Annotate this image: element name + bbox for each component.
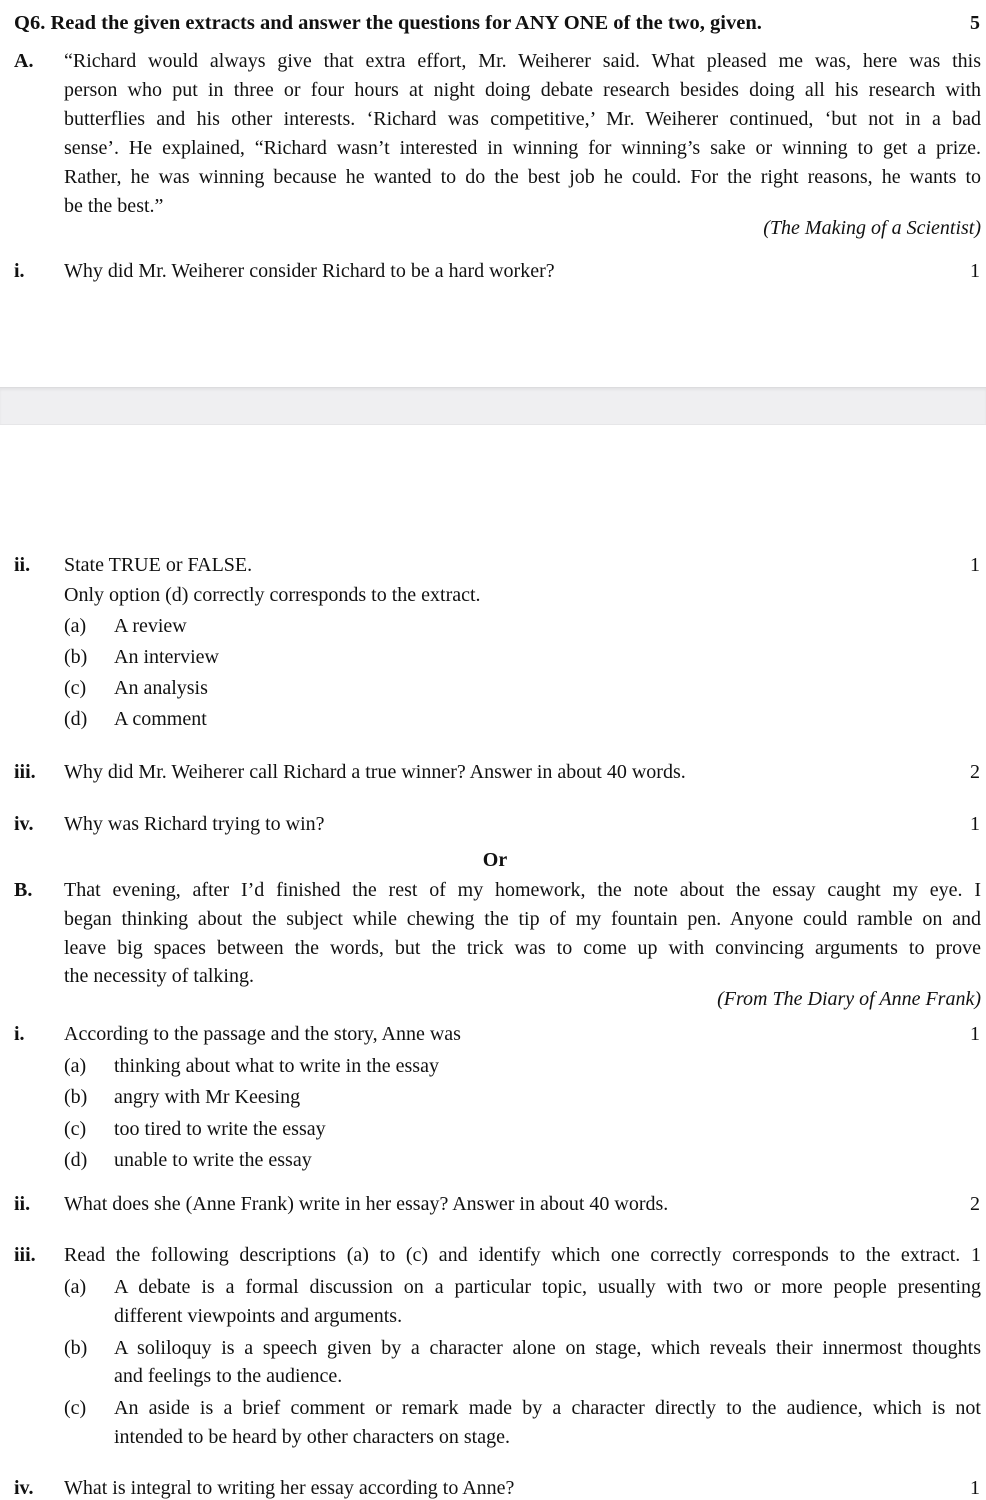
extract-a-line: be the best.”	[64, 195, 164, 217]
option-label: (c)	[64, 1397, 87, 1419]
extract-b-source: (From The Diary of Anne Frank)	[717, 988, 981, 1010]
option-text: unable to write the essay	[114, 1149, 312, 1171]
extract-b-label: B.	[14, 879, 33, 901]
option-text: thinking about what to write in the essay	[114, 1055, 439, 1077]
option-label: (b)	[64, 1086, 88, 1108]
option-label: (a)	[64, 1276, 87, 1298]
question-text: What does she (Anne Frank) write in her essay? Answer in about 40 words.	[64, 1193, 669, 1215]
question-text: State TRUE or FALSE.	[64, 554, 253, 576]
option-text: An interview	[114, 646, 219, 668]
option-text: intended to be heard by other characters on stage.	[114, 1426, 510, 1448]
question-number: ii.	[14, 1193, 31, 1215]
question-number: iii.	[14, 1244, 36, 1266]
extract-b-line: leave big spaces between the words, but the trick was to come up with convincing arguments to prove	[64, 937, 981, 959]
option-label: (d)	[64, 708, 88, 730]
question-subtext: Only option (d) correctly corresponds to the extract.	[64, 584, 481, 606]
question-marks: 1	[970, 813, 980, 835]
extract-a-source: (The Making of a Scientist)	[763, 217, 981, 239]
question-number: i.	[14, 1023, 25, 1045]
question-text: What is integral to writing her essay according to Anne?	[64, 1477, 515, 1499]
extract-a-line: sense’. He explained, “Richard wasn’t interested in winning for winning’s sake or winning to get a prize.	[64, 137, 981, 159]
question-marks: 1	[970, 1477, 980, 1499]
option-text: too tired to write the essay	[114, 1118, 326, 1140]
extract-a-line: person who put in three or four hours at night doing debate research besides doing all his research with	[64, 79, 981, 101]
question-text: Read the following descriptions (a) to (c) and identify which one correctly corresponds to the extract. 1	[64, 1244, 981, 1266]
question-number: iv.	[14, 813, 34, 835]
question-marks: 1	[970, 554, 980, 576]
extract-b-line: That evening, after I’d finished the rest of my homework, the note about the essay caught my eye. I	[64, 879, 981, 901]
option-text: A soliloquy is a speech given by a character alone on stage, which reveals their innermost thoughts	[114, 1337, 981, 1359]
question-title: Q6. Read the given extracts and answer the questions for ANY ONE of the two, given.	[14, 12, 762, 34]
question-number: ii.	[14, 554, 31, 576]
extract-b-line: began thinking about the subject while chewing the tip of my fountain pen. Anyone could ramble on and	[64, 908, 981, 930]
page-break-band	[0, 387, 986, 425]
question-marks: 5	[970, 12, 980, 34]
extract-b-line: the necessity of talking.	[64, 965, 254, 987]
extract-a-line: Rather, he was winning because he wanted to do the best job he could. For the right reasons, he wants to	[64, 166, 981, 188]
question-text: Why did Mr. Weiherer call Richard a true winner? Answer in about 40 words.	[64, 761, 686, 783]
option-label: (a)	[64, 1055, 87, 1077]
option-text: An analysis	[114, 677, 208, 699]
extract-a-line: “Richard would always give that extra effort, Mr. Weiherer said. What pleased me was, here was this	[64, 50, 981, 72]
option-text: angry with Mr Keesing	[114, 1086, 301, 1108]
option-text: An aside is a brief comment or remark made by a character directly to the audience, which is not	[114, 1397, 981, 1419]
option-text: A comment	[114, 708, 207, 730]
option-label: (c)	[64, 1118, 87, 1140]
question-marks: 1	[970, 260, 980, 282]
option-text: different viewpoints and arguments.	[114, 1305, 403, 1327]
option-text: and feelings to the audience.	[114, 1365, 343, 1387]
question-number: i.	[14, 260, 25, 282]
option-label: (d)	[64, 1149, 88, 1171]
option-label: (a)	[64, 615, 87, 637]
question-text: Why did Mr. Weiherer consider Richard to be a hard worker?	[64, 260, 555, 282]
question-text: Why was Richard trying to win?	[64, 813, 325, 835]
option-label: (b)	[64, 646, 88, 668]
option-label: (c)	[64, 677, 87, 699]
question-number: iv.	[14, 1477, 34, 1499]
question-marks: 2	[970, 1193, 980, 1215]
option-label: (b)	[64, 1337, 88, 1359]
option-text: A review	[114, 615, 187, 637]
question-text: According to the passage and the story, Anne was	[64, 1023, 461, 1045]
extract-a-label: A.	[14, 50, 34, 72]
question-marks: 2	[970, 761, 980, 783]
extract-a-line: butterflies and his other interests. ‘Richard was competitive,’ Mr. Weiherer continued, ‘but not in a bad	[64, 108, 981, 130]
option-text: A debate is a formal discussion on a particular topic, usually with two or more people presenting	[114, 1276, 981, 1298]
or-separator: Or	[482, 849, 508, 871]
question-number: iii.	[14, 761, 36, 783]
question-marks: 1	[970, 1023, 980, 1045]
